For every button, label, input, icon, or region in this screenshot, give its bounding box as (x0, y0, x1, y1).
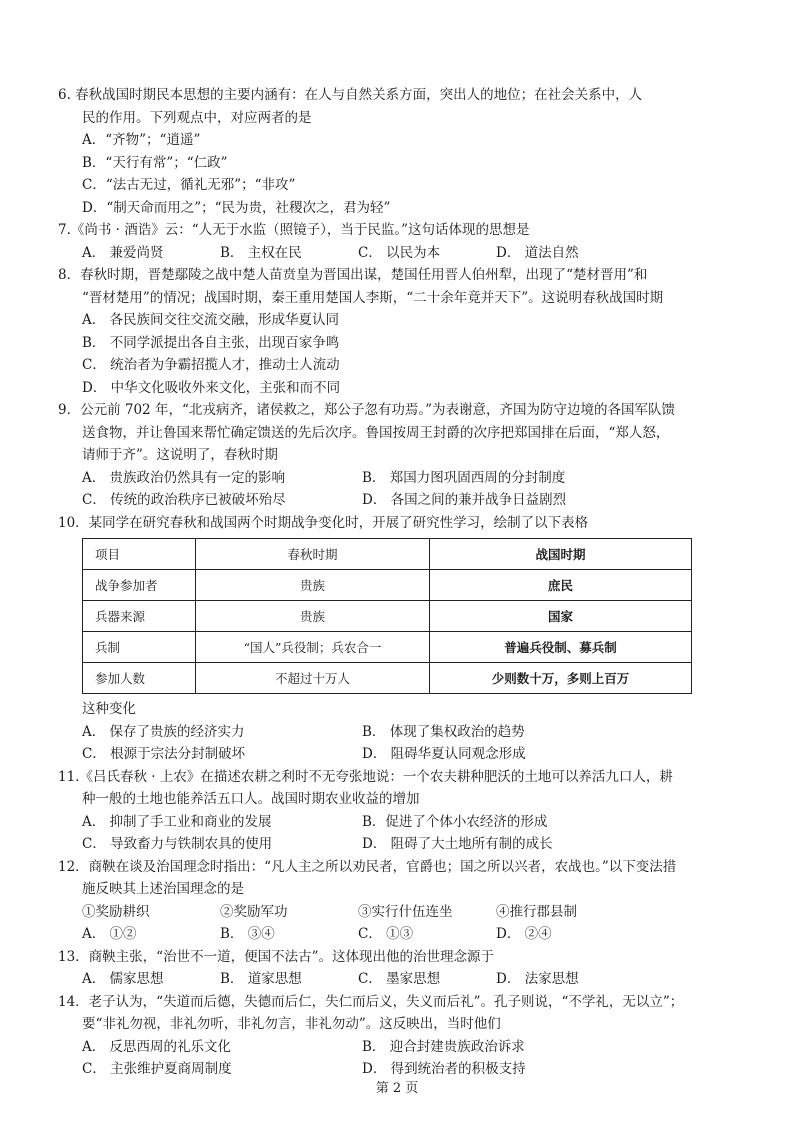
table-cell: 不超过十万人 (196, 663, 430, 694)
exam-page (58, 84, 748, 1081)
question-9 (58, 399, 748, 512)
table-cell: 贵族 (196, 570, 430, 601)
question-14-option-c: C． 主张维护夏商周制度 (82, 1061, 232, 1077)
question-12-option-b: B． ③④ (220, 926, 275, 942)
question-7-stem-line-1: 7.《尚书 · 酒诰》云：“人无于水监（照镜子），当于民监。”这句话体现的思想是 (58, 222, 530, 238)
question-11-option-d: D． 阻碍了大土地所有制的成长 (362, 836, 553, 852)
question-7 (58, 219, 748, 264)
table-cell: 国家 (430, 601, 692, 632)
question-10-option-c: C． 根源于宗法分封制破坏 (82, 746, 246, 762)
question-12-item-4: ④推行郡县制 (496, 903, 577, 920)
table-header-row (83, 539, 692, 570)
question-13 (58, 946, 748, 991)
question-13-option-b: B． 道家思想 (220, 971, 302, 987)
question-9-option-a: A． 贵族政治仍然具有一定的影响 (82, 469, 286, 486)
war-comparison-table (82, 538, 692, 694)
question-14 (58, 991, 748, 1081)
question-7-option-a: A． 兼爱尚贤 (82, 244, 164, 261)
question-12-option-d: D． ②④ (496, 926, 552, 942)
table-row (83, 632, 692, 663)
question-12-item-3: ③实行什伍连坐 (358, 903, 453, 920)
question-9-stem-line-3: 请师于齐”。这说明了，春秋时期 (82, 447, 278, 463)
question-12-item-1: ①奖励耕织 (82, 903, 150, 920)
table-header-cell: 战国时期 (430, 539, 692, 570)
table-cell: “国人”兵役制；兵农合一 (196, 632, 430, 663)
question-9-option-d: D． 各国之间的兼并战争日益剧烈 (362, 492, 567, 508)
table-cell: 贵族 (196, 601, 430, 632)
question-10-options-row-1 (58, 721, 748, 744)
question-12-option-c: C． ①③ (358, 926, 414, 942)
question-14-options-row-1 (58, 1036, 748, 1059)
question-9-stem-line-1: 9．公元前 702 年，“北戎病齐，诸侯救之，郑公子忽有功焉。”为表谢意，齐国为防守边境的各国军队馈 (58, 402, 675, 418)
question-10-option-b: B． 体现了集权政治的趋势 (362, 723, 525, 740)
question-10-option-a: A． 保存了贵族的经济实力 (82, 723, 245, 740)
question-6-option-a: A．“齐物”；“逍遥” (82, 132, 201, 148)
question-12-stem-line-2: 施反映其上述治国理念的是 (82, 881, 244, 897)
question-11 (58, 766, 748, 856)
question-9-options-row-2 (58, 489, 748, 512)
question-6 (58, 84, 748, 219)
question-6-option-c: C．“法古无过，循礼无邪”；“非攻” (82, 177, 296, 193)
table-row (83, 663, 692, 694)
question-14-stem-line-1: 14．老子认为，“失道而后德，失德而后仁，失仁而后义，失义而后礼”。孔子则说，“不学礼，无以立”； (58, 993, 684, 1010)
question-11-options-row-2 (58, 833, 748, 856)
question-9-option-b: B． 郑国力图巩固西周的分封制度 (362, 469, 566, 486)
question-8 (58, 264, 748, 399)
question-6-option-d: D．“制天命而用之”；“民为贵，社稷次之，君为轻” (82, 199, 391, 216)
question-11-option-c: C． 导致畜力与铁制农具的使用 (82, 836, 273, 852)
question-13-option-c: C． 墨家思想 (358, 971, 441, 987)
question-7-option-b: B． 主权在民 (220, 244, 302, 261)
question-11-option-a: A． 抑制了手工业和商业的发展 (82, 813, 272, 830)
question-14-option-d: D． 得到统治者的积极支持 (362, 1061, 526, 1077)
table-header-cell: 春秋时期 (196, 539, 430, 570)
question-8-option-c: C． 统治者为争霸招揽人才，推动士人流动 (82, 357, 340, 373)
table-header-cell: 项目 (83, 539, 196, 570)
question-12-item-2: ②奖励军功 (220, 903, 288, 920)
page-number: 第 2 页 (375, 1081, 419, 1096)
question-14-option-a: A． 反思西周的礼乐文化 (82, 1038, 232, 1055)
table-cell: 少则数十万，多则上百万 (430, 663, 692, 694)
question-6-stem-line-2: 民的作用。下列观点中，对应两者的是 (82, 109, 312, 126)
question-11-stem-line-1: 11.《吕氏春秋 · 上农》在描述农耕之利时不无夸张地说：一个农夫耕种肥沃的土地可以养活九口人，耕 (58, 768, 673, 785)
question-12 (58, 856, 748, 946)
question-10-after-text: 这种变化 (82, 701, 136, 717)
table-row (83, 570, 692, 601)
question-6-stem-line-1: 6. 春秋战国时期民本思想的主要内涵有：在人与自然关系方面，突出人的地位；在社会关系中，人 (58, 87, 643, 103)
question-11-option-b: B．促进了个体小农经济的形成 (362, 813, 548, 830)
question-10-options-row-2 (58, 743, 748, 766)
question-11-options-row-1 (58, 811, 748, 834)
question-8-stem-line-1: 8．春秋时期，晋楚鄢陵之战中楚人苗贲皇为晋国出谋，楚国任用晋人伯州犁，出现了“楚材晋用”和 (58, 267, 648, 283)
question-8-option-d: D． 中华文化吸收外来文化，主张和而不同 (82, 379, 341, 396)
question-8-option-a: A． 各民族间交往交流交融，形成华夏认同 (82, 312, 340, 328)
question-7-option-c: C． 以民为本 (358, 244, 441, 261)
question-13-option-a: A． 儒家思想 (82, 971, 164, 987)
question-10 (58, 512, 748, 766)
question-12-options (58, 923, 748, 946)
table-cell: 兵制 (83, 632, 196, 663)
question-13-options (58, 968, 748, 991)
question-10-option-d: D． 阻碍华夏认同观念形成 (362, 746, 526, 762)
table-cell: 普遍兵役制、募兵制 (430, 632, 692, 663)
question-9-stem-line-2: 送食物，并让鲁国来帮忙确定馈送的先后次序。鲁国按周王封爵的次序把郑国排在后面，“郑人怒， (82, 424, 670, 441)
question-8-option-b: B． 不同学派提出各自主张，出现百家争鸣 (82, 334, 340, 351)
question-8-stem-line-2: “晋材楚用”的情况；战国时期，秦王重用楚国人李斯，“二十余年竟并天下”。这说明春秋战国时期 (82, 289, 664, 306)
question-13-option-d: D． 法家思想 (496, 971, 579, 987)
table-row (83, 601, 692, 632)
question-12-option-a: A． ①② (82, 926, 137, 942)
question-9-option-c: C． 传统的政治秩序已被破坏殆尽 (82, 492, 286, 508)
question-14-option-b: B． 迎合封建贵族政治诉求 (362, 1038, 525, 1055)
table-cell: 庶民 (430, 570, 692, 601)
question-11-stem-line-2: 种一般的土地也能养活五口人。战国时期农业收益的增加 (82, 791, 420, 807)
question-14-stem-line-2: 要“非礼勿视，非礼勿听，非礼勿言，非礼勿动”。这反映出，当时他们 (82, 1016, 501, 1032)
question-7-options (58, 242, 748, 265)
question-12-items (58, 901, 748, 924)
question-13-stem-line-1: 13．商鞅主张，“治世不一道，便国不法古”。这体现出他的治世理念源于 (58, 948, 494, 965)
question-10-stem-line-1: 10．某同学在研究春秋和战国两个时期战争变化时，开展了研究性学习，绘制了以下表格 (58, 514, 589, 531)
question-9-options-row-1 (58, 467, 748, 490)
question-6-option-b: B．“天行有常”；“仁政” (82, 154, 228, 171)
table-cell: 参加人数 (83, 663, 196, 694)
question-7-option-d: D． 道法自然 (496, 244, 579, 261)
question-12-stem-line-1: 12．商鞅在谈及治国理念时指出：“凡人主之所以劝民者，官爵也；国之所以兴者，农战也。”以下变法措 (58, 858, 677, 875)
table-cell: 兵器来源 (83, 601, 196, 632)
table-cell: 战争参加者 (83, 570, 196, 601)
